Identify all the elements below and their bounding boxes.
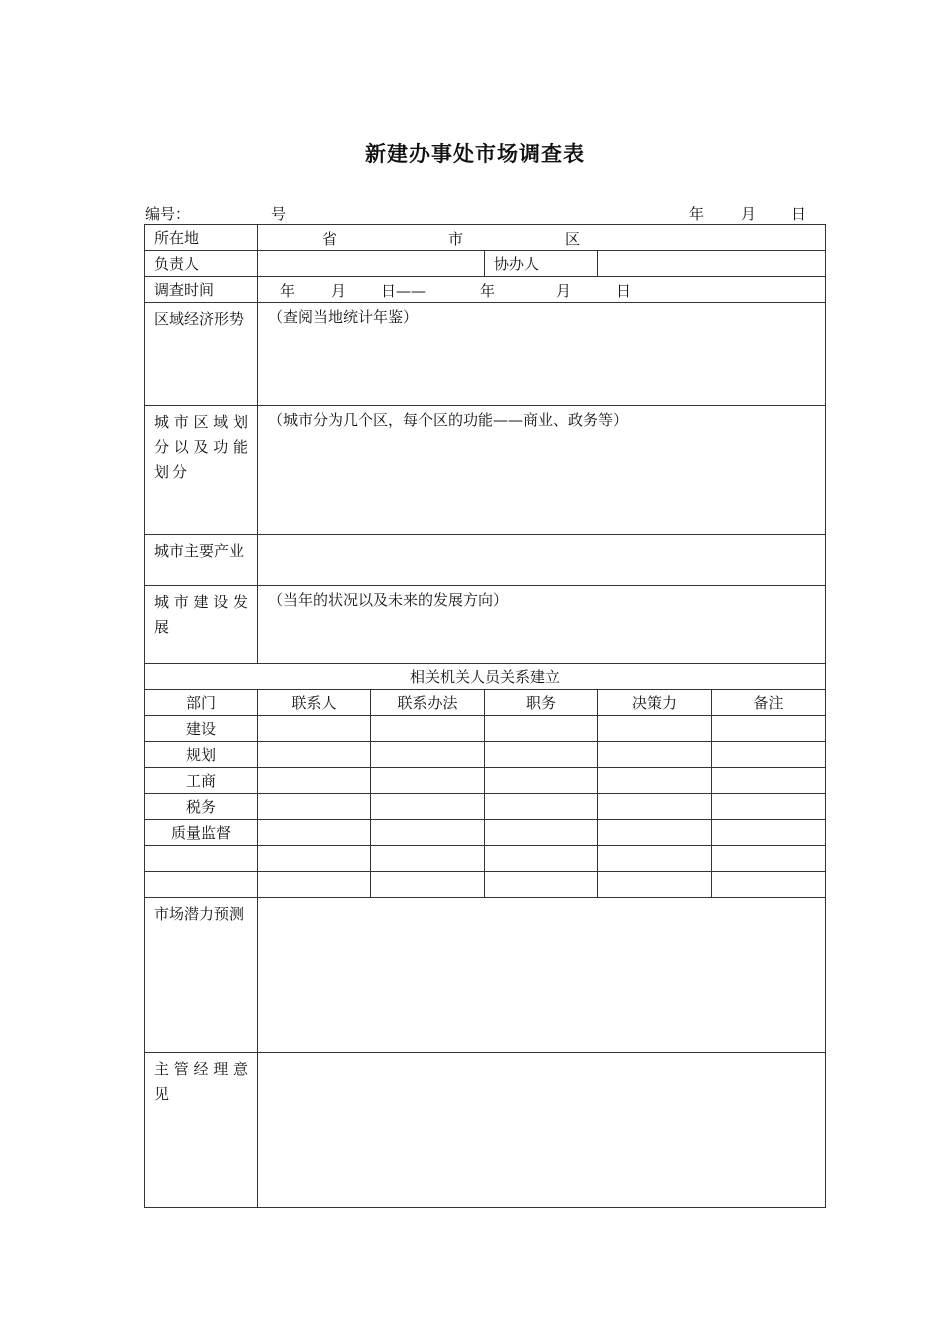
contact-row [145,742,826,768]
manager-row [145,1053,826,1208]
end-day: 日 [616,282,632,300]
header-contact: 联系人 [258,690,371,716]
remarks-cell[interactable] [712,820,826,846]
development-row [145,586,826,664]
contact-person-cell[interactable] [258,768,371,794]
city-label: 市 [448,230,464,248]
time-row [145,277,826,303]
position-cell[interactable] [485,820,598,846]
survey-time-field[interactable] [258,277,826,303]
province-label: 省 [322,230,338,248]
remarks-cell[interactable] [712,846,826,872]
department-cell: 规划 [145,742,258,768]
market-potential-field[interactable] [258,898,826,1053]
district-label: 区 [565,230,581,248]
department-cell [145,846,258,872]
serial-label: 编号： [145,205,191,223]
position-cell[interactable] [485,716,598,742]
header-contact-method: 联系办法 [371,690,485,716]
assistant-label: 协办人 [485,251,598,277]
contact-method-cell[interactable] [371,820,485,846]
header-department: 部门 [145,690,258,716]
contact-method-cell[interactable] [371,742,485,768]
development-note: （当年的状况以及未来的发展方向） [268,591,509,609]
department-cell: 质量监督 [145,820,258,846]
start-day: 日—— [381,282,427,300]
contact-method-cell[interactable] [371,872,485,898]
decision-power-cell[interactable] [598,872,712,898]
economy-field[interactable] [258,303,826,406]
development-field[interactable] [258,586,826,664]
industry-field[interactable] [258,535,826,586]
contacts-section-title: 相关机关人员关系建立 [145,664,826,690]
location-label: 所在地 [145,225,258,251]
manager-opinion-label: 主管经理意见 [145,1053,258,1208]
decision-power-cell[interactable] [598,794,712,820]
remarks-cell[interactable] [712,768,826,794]
contact-person-cell[interactable] [258,820,371,846]
remarks-cell[interactable] [712,872,826,898]
department-cell: 税务 [145,794,258,820]
manager-opinion-field[interactable] [258,1053,826,1208]
contact-row [145,716,826,742]
zoning-label: 城市区域划分以及功能划分 [145,406,258,535]
development-label: 城市建设发展 [145,586,258,664]
date-month: 月 [741,205,757,223]
contact-row [145,768,826,794]
survey-table [144,224,826,1208]
contact-person-cell[interactable] [258,872,371,898]
position-cell[interactable] [485,872,598,898]
economy-note: （查阅当地统计年鉴） [268,308,419,326]
location-row [145,225,826,251]
form-meta-line [145,203,825,223]
contacts-title-row [145,664,826,690]
contact-person-cell[interactable] [258,742,371,768]
contact-person-cell[interactable] [258,716,371,742]
contact-method-cell[interactable] [371,846,485,872]
zoning-field[interactable] [258,406,826,535]
contact-method-cell[interactable] [371,716,485,742]
end-month: 月 [556,282,572,300]
header-decision-power: 决策力 [598,690,712,716]
position-cell[interactable] [485,846,598,872]
header-position: 职务 [485,690,598,716]
position-cell[interactable] [485,794,598,820]
department-cell [145,872,258,898]
position-cell[interactable] [485,742,598,768]
remarks-cell[interactable] [712,716,826,742]
assistant-field[interactable] [598,251,826,277]
economy-row [145,303,826,406]
location-field[interactable] [258,225,826,251]
contact-row [145,820,826,846]
date-day: 日 [791,205,807,223]
number-suffix: 号 [271,205,287,223]
contact-row [145,846,826,872]
decision-power-cell[interactable] [598,820,712,846]
contacts-header-row [145,690,826,716]
start-month: 月 [331,282,347,300]
decision-power-cell[interactable] [598,742,712,768]
start-year: 年 [280,282,296,300]
decision-power-cell[interactable] [598,716,712,742]
responsible-field[interactable] [258,251,485,277]
zoning-row [145,406,826,535]
decision-power-cell[interactable] [598,768,712,794]
remarks-cell[interactable] [712,742,826,768]
potential-row [145,898,826,1053]
market-potential-label: 市场潜力预测 [145,898,258,1053]
contact-rows [145,716,826,898]
decision-power-cell[interactable] [598,846,712,872]
industry-row [145,535,826,586]
person-row [145,251,826,277]
department-cell: 工商 [145,768,258,794]
remarks-cell[interactable] [712,794,826,820]
date-year: 年 [689,205,705,223]
department-cell: 建设 [145,716,258,742]
zoning-note: （城市分为几个区，每个区的功能——商业、政务等） [268,411,629,429]
contact-person-cell[interactable] [258,794,371,820]
contact-row [145,872,826,898]
contact-row [145,794,826,820]
position-cell[interactable] [485,768,598,794]
contact-method-cell[interactable] [371,794,485,820]
contact-person-cell[interactable] [258,846,371,872]
contact-method-cell[interactable] [371,768,485,794]
responsible-label: 负责人 [145,251,258,277]
survey-time-label: 调查时间 [145,277,258,303]
end-year: 年 [480,282,496,300]
header-remarks: 备注 [712,690,826,716]
industry-label: 城市主要产业 [145,535,258,586]
form-title: 新建办事处市场调查表 [365,142,585,166]
economy-label: 区域经济形势 [145,303,258,406]
